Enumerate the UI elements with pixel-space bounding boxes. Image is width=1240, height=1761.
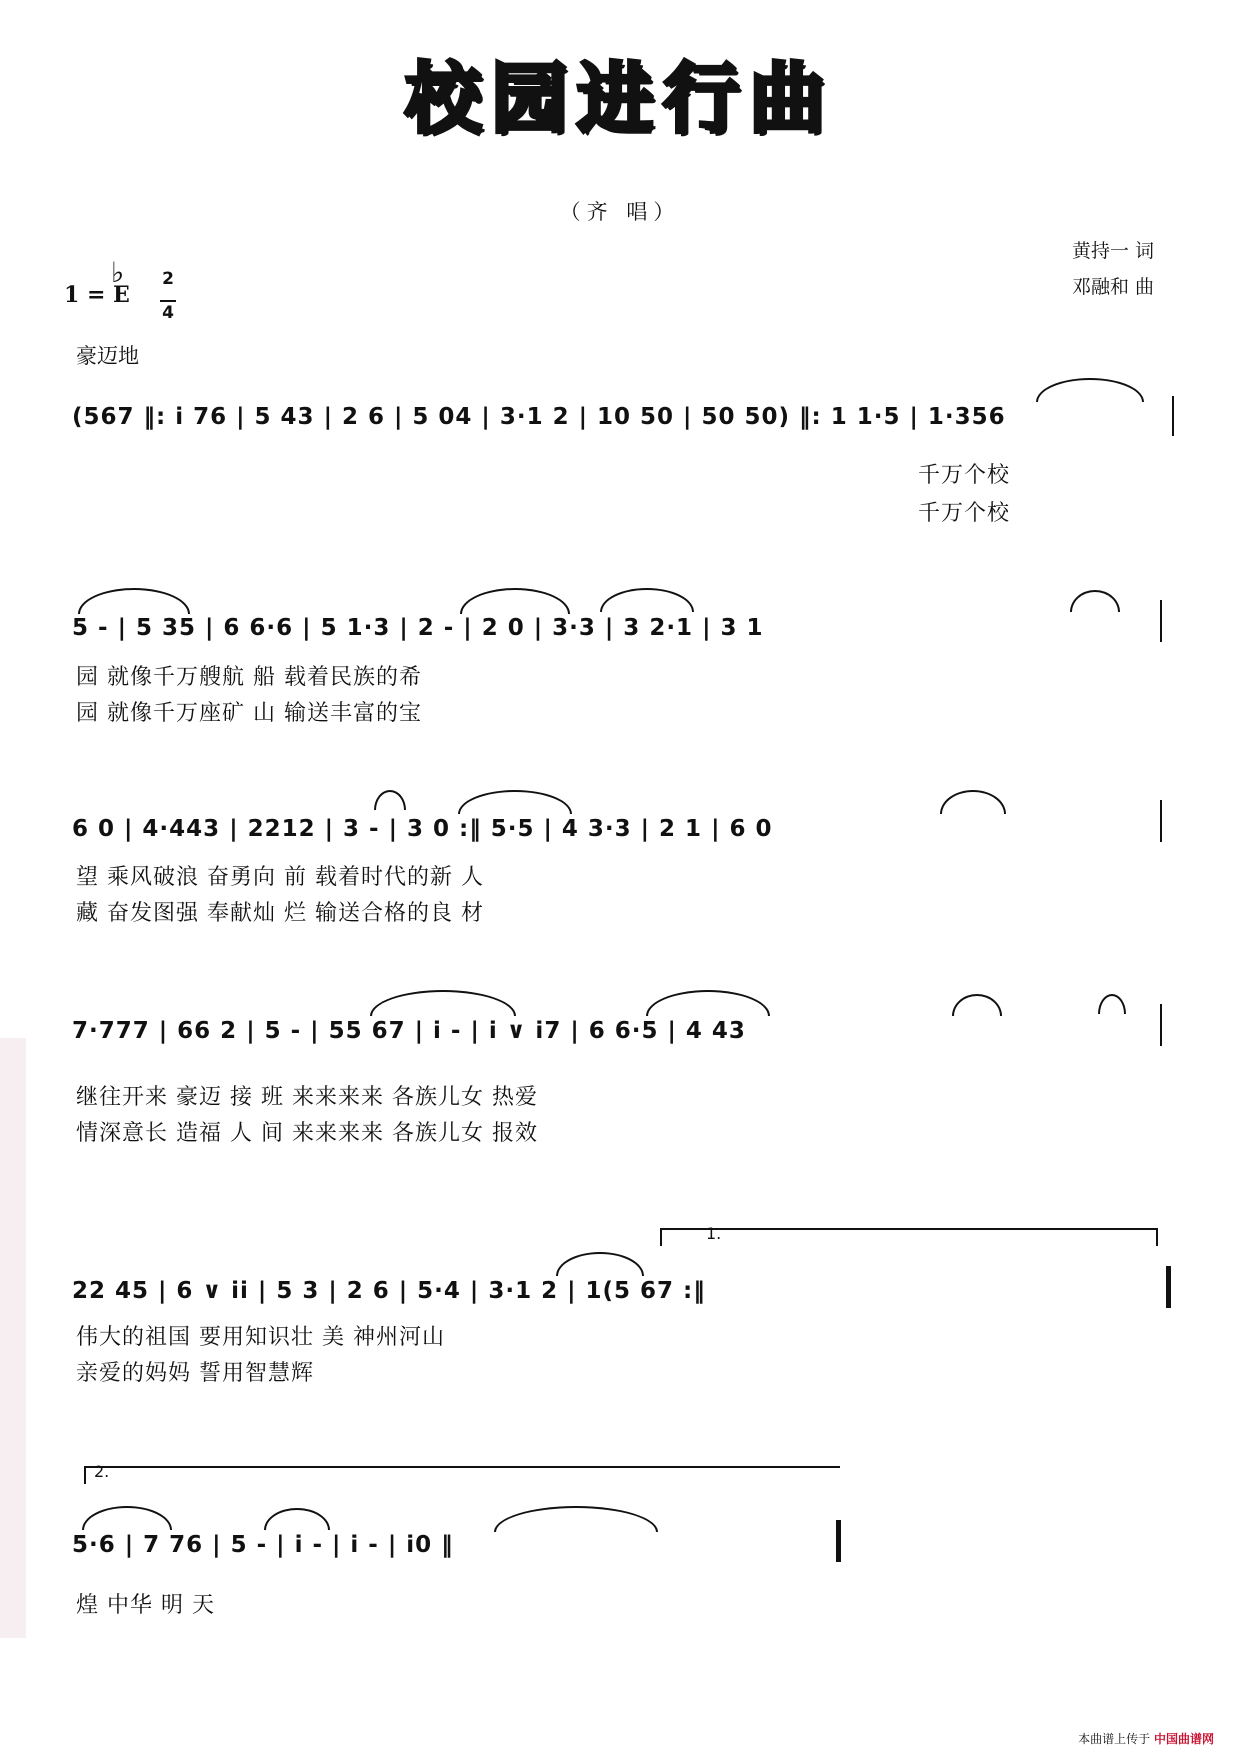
second-ending-bracket-left	[84, 1466, 86, 1484]
first-ending-bracket-left	[660, 1228, 662, 1246]
key-signature: 1 = E	[64, 282, 130, 308]
slur	[1070, 590, 1120, 612]
lyric-verse-1: 煌 中华 明 天	[76, 1593, 215, 1618]
notation-line: 7·777 | 66 2 | 5 - | 55 67 | i - | i ∨ i7 | 6 6·5 | 4 43	[72, 1018, 746, 1044]
lyric-verse-2: 情深意长 造福 人 间 来来来来 各族儿女 报效	[76, 1121, 538, 1146]
notation-line: 6 0 | 4·443 | 2212 | 3 - | 3 0 :‖ 5·5 | 4 3·3 | 2 1 | 6 0	[72, 816, 773, 842]
site-brand: 中国曲谱网	[1153, 1732, 1214, 1746]
first-ending-bracket-right	[1156, 1228, 1158, 1246]
slur	[952, 994, 1002, 1016]
slur	[940, 790, 1006, 814]
footer-text: 本曲谱上传于	[1078, 1732, 1151, 1746]
slur	[78, 588, 190, 614]
song-title: 校园进行曲	[405, 54, 835, 143]
lyric-verse-1: 伟大的祖国 要用知识壮 美 神州河山	[76, 1325, 445, 1350]
composer-credit: 邓融和 曲	[1072, 276, 1155, 298]
source-footer	[1078, 1730, 1214, 1747]
notation-line: 5 - | 5 35 | 6 6·6 | 5 1·3 | 2 - | 2 0 | 3·3 | 3 2·1 | 3 1	[72, 615, 764, 641]
notation-line: (567 ‖: i 76 | 5 43 | 2 6 | 5 04 | 3·1 2 | 10 50 | 50 50) ‖: 1 1·5 | 1·356	[72, 404, 1006, 430]
time-signature-bottom: 4	[162, 303, 174, 323]
slur	[370, 990, 516, 1016]
first-ending-label: 1.	[706, 1224, 722, 1243]
lyric-verse-2: 藏 奋发图强 奉献灿 烂 输送合格的良 材	[76, 901, 484, 926]
notation-line: 5·6 | 7 76 | 5 - | i - | i - | i0 ‖	[72, 1532, 454, 1558]
second-ending-label: 2.	[94, 1462, 110, 1481]
first-ending-bracket	[660, 1228, 1158, 1230]
time-signature-top: 2	[162, 269, 174, 289]
slur	[1036, 378, 1144, 402]
time-signature-divider	[160, 300, 176, 302]
lyric-verse-1: 园 就像千万艘航 船 载着民族的希	[76, 665, 422, 690]
slur	[600, 588, 694, 612]
slur	[494, 1506, 658, 1532]
lyric-verse-2: 亲爱的妈妈 誓用智慧辉	[76, 1361, 314, 1386]
lyricist-credit: 黄持一 词	[1072, 240, 1155, 262]
final-repeat-barline	[1166, 1266, 1171, 1308]
lyric-verse-2: 千万个校	[918, 501, 1011, 526]
second-ending-bracket	[84, 1466, 840, 1468]
slur	[264, 1508, 330, 1530]
notation-line: 22 45 | 6 ∨ ii | 5 3 | 2 6 | 5·4 | 3·1 2 | 1(5 67 :‖	[72, 1278, 706, 1304]
final-barline	[836, 1520, 841, 1562]
slur	[460, 588, 570, 614]
lyric-verse-1: 继往开来 豪迈 接 班 来来来来 各族儿女 热爱	[76, 1085, 538, 1110]
barline	[1160, 600, 1162, 642]
slur	[82, 1506, 172, 1530]
slur	[458, 790, 572, 814]
barline	[1160, 800, 1162, 842]
lyric-verse-1: 望 乘风破浪 奋勇向 前 载着时代的新 人	[76, 865, 484, 890]
barline	[1160, 1004, 1162, 1046]
lyric-verse-1: 千万个校	[918, 463, 1011, 488]
performance-note: （齐 唱）	[559, 200, 681, 224]
slur	[374, 790, 406, 810]
slur	[646, 990, 770, 1016]
flat-sign: ♭	[111, 256, 125, 289]
page-edge-tint	[0, 1038, 26, 1638]
lyric-verse-2: 园 就像千万座矿 山 输送丰富的宝	[76, 701, 422, 726]
slur	[556, 1252, 644, 1276]
tempo-marking: 豪迈地	[76, 344, 139, 368]
slur	[1098, 994, 1126, 1014]
barline	[1172, 396, 1174, 436]
